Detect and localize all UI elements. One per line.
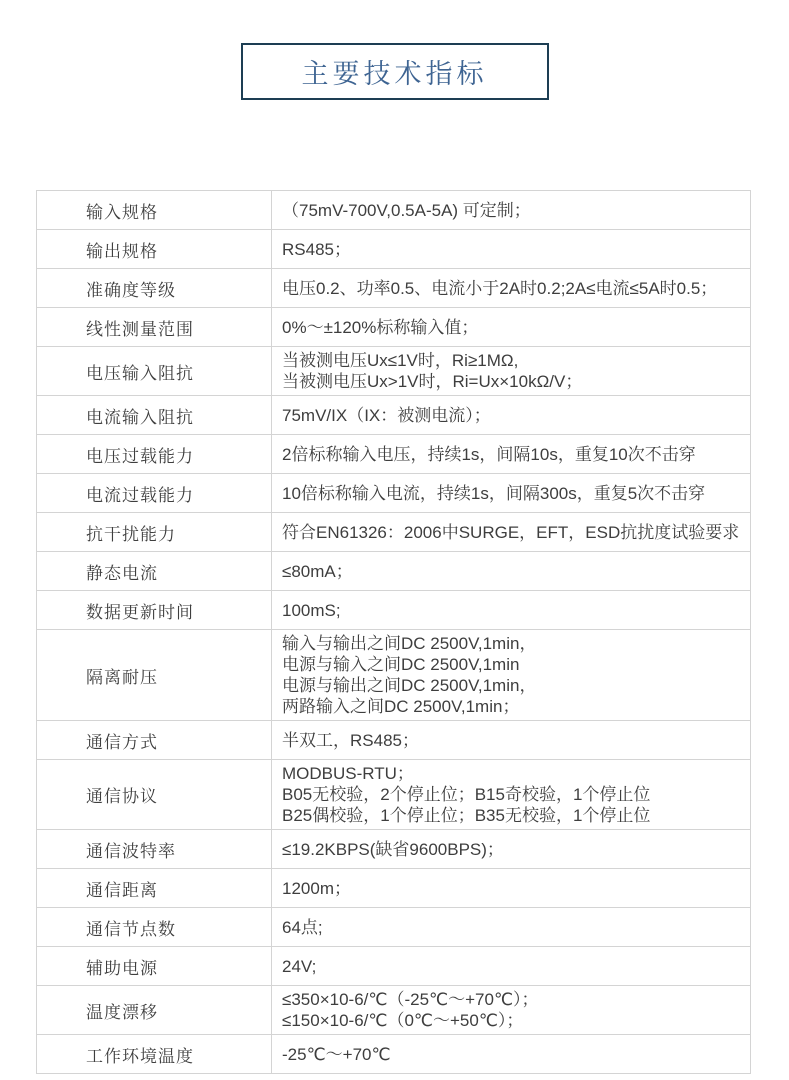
table-row bbox=[37, 435, 751, 474]
table-row bbox=[37, 760, 751, 830]
table-row bbox=[37, 269, 751, 308]
spec-value-line: 输入与输出之间DC 2500V,1min， bbox=[282, 634, 537, 653]
table-row bbox=[37, 347, 751, 396]
spec-label: 电压过载能力 bbox=[37, 435, 272, 474]
section-title-box bbox=[241, 43, 549, 100]
spec-value bbox=[272, 396, 751, 435]
spec-value-line: ≤80mA； bbox=[282, 561, 353, 581]
table-row bbox=[37, 308, 751, 347]
spec-value-line: （75mV-700V,0.5A-5A) 可定制； bbox=[282, 200, 531, 220]
spec-label: 电流输入阻抗 bbox=[37, 396, 272, 435]
table-row bbox=[37, 474, 751, 513]
spec-label: 电流过载能力 bbox=[37, 474, 272, 513]
spec-value-line: MODBUS-RTU； bbox=[282, 764, 414, 783]
spec-value-line: 24V; bbox=[282, 956, 317, 976]
spec-table bbox=[36, 190, 751, 1074]
spec-label: 抗干扰能力 bbox=[37, 513, 272, 552]
spec-value-line: 100mS; bbox=[282, 600, 341, 620]
spec-label: 通信方式 bbox=[37, 721, 272, 760]
spec-label: 线性测量范围 bbox=[37, 308, 272, 347]
table-row bbox=[37, 986, 751, 1035]
spec-label: 通信距离 bbox=[37, 869, 272, 908]
spec-value bbox=[272, 552, 751, 591]
spec-value bbox=[272, 830, 751, 869]
table-row bbox=[37, 908, 751, 947]
spec-label: 输出规格 bbox=[37, 230, 272, 269]
table-row bbox=[37, 591, 751, 630]
table-row bbox=[37, 1035, 751, 1074]
spec-value-line: ≤19.2KBPS(缺省9600BPS)； bbox=[282, 839, 504, 859]
table-row bbox=[37, 191, 751, 230]
spec-value-line: 2倍标称输入电压，持续1s，间隔10s，重复10次不击穿 bbox=[282, 444, 696, 464]
spec-value bbox=[272, 474, 751, 513]
spec-value bbox=[272, 513, 751, 552]
table-row bbox=[37, 721, 751, 760]
spec-value bbox=[272, 721, 751, 760]
spec-value bbox=[272, 230, 751, 269]
spec-label: 通信协议 bbox=[37, 760, 272, 830]
spec-value-line: 电源与输入之间DC 2500V,1min bbox=[282, 655, 520, 674]
spec-value-line: 当被测电压Ux>1V时，Ri=Ux×10kΩ/V； bbox=[282, 372, 583, 391]
table-row bbox=[37, 869, 751, 908]
spec-value-line: 符合EN61326：2006中SURGE，EFT，ESD抗扰度试验要求 bbox=[282, 522, 740, 542]
section-title: 主要技术指标 bbox=[301, 59, 488, 89]
spec-value-line: 电源与输出之间DC 2500V,1min， bbox=[282, 676, 537, 695]
spec-label: 电压输入阻抗 bbox=[37, 347, 272, 396]
spec-label: 温度漂移 bbox=[37, 986, 272, 1035]
table-row bbox=[37, 396, 751, 435]
table-row bbox=[37, 630, 751, 721]
spec-label: 辅助电源 bbox=[37, 947, 272, 986]
spec-value-line: 64点; bbox=[282, 917, 323, 937]
spec-value-line: 75mV/IX（IX：被测电流）； bbox=[282, 405, 491, 425]
spec-label: 静态电流 bbox=[37, 552, 272, 591]
spec-value bbox=[272, 1035, 751, 1074]
spec-value bbox=[272, 269, 751, 308]
spec-value bbox=[272, 308, 751, 347]
spec-table-body bbox=[37, 191, 751, 1074]
spec-label: 数据更新时间 bbox=[37, 591, 272, 630]
spec-value-line: 10倍标称输入电流，持续1s，间隔300s，重复5次不击穿 bbox=[282, 483, 706, 503]
spec-value-line: -25℃～+70℃ bbox=[282, 1044, 391, 1064]
spec-label: 通信节点数 bbox=[37, 908, 272, 947]
spec-label: 输入规格 bbox=[37, 191, 272, 230]
spec-value-line: ≤150×10-6/℃（0℃～+50℃）； bbox=[282, 1011, 524, 1030]
spec-value bbox=[272, 591, 751, 630]
spec-value-line: 两路输入之间DC 2500V,1min； bbox=[282, 697, 520, 716]
spec-value bbox=[272, 347, 751, 396]
spec-value bbox=[272, 869, 751, 908]
spec-label: 工作环境温度 bbox=[37, 1035, 272, 1074]
spec-value bbox=[272, 908, 751, 947]
spec-value-line: 当被测电压Ux≤1V时，Ri≥1MΩ, bbox=[282, 351, 519, 370]
spec-value-line: RS485； bbox=[282, 239, 351, 259]
spec-value bbox=[272, 630, 751, 721]
spec-label: 通信波特率 bbox=[37, 830, 272, 869]
spec-value bbox=[272, 986, 751, 1035]
spec-label: 隔离耐压 bbox=[37, 630, 272, 721]
spec-value bbox=[272, 760, 751, 830]
table-row bbox=[37, 947, 751, 986]
spec-value bbox=[272, 947, 751, 986]
table-row bbox=[37, 552, 751, 591]
spec-value-line: B05无校验，2个停止位；B15奇校验，1个停止位 bbox=[282, 785, 651, 804]
table-row bbox=[37, 513, 751, 552]
spec-value-line: 0%～±120%标称输入值； bbox=[282, 317, 479, 337]
spec-value bbox=[272, 435, 751, 474]
table-row bbox=[37, 830, 751, 869]
spec-value-line: 半双工，RS485； bbox=[282, 730, 419, 750]
table-row bbox=[37, 230, 751, 269]
spec-value-line: 电压0.2、功率0.5、电流小于2A时0.2;2A≤电流≤5A时0.5； bbox=[282, 278, 718, 298]
spec-value-line: ≤350×10-6/℃（-25℃～+70℃）； bbox=[282, 990, 539, 1009]
spec-value-line: B25偶校验，1个停止位；B35无校验，1个停止位 bbox=[282, 806, 651, 825]
spec-value-line: 1200m； bbox=[282, 878, 351, 898]
spec-label: 准确度等级 bbox=[37, 269, 272, 308]
spec-value bbox=[272, 191, 751, 230]
